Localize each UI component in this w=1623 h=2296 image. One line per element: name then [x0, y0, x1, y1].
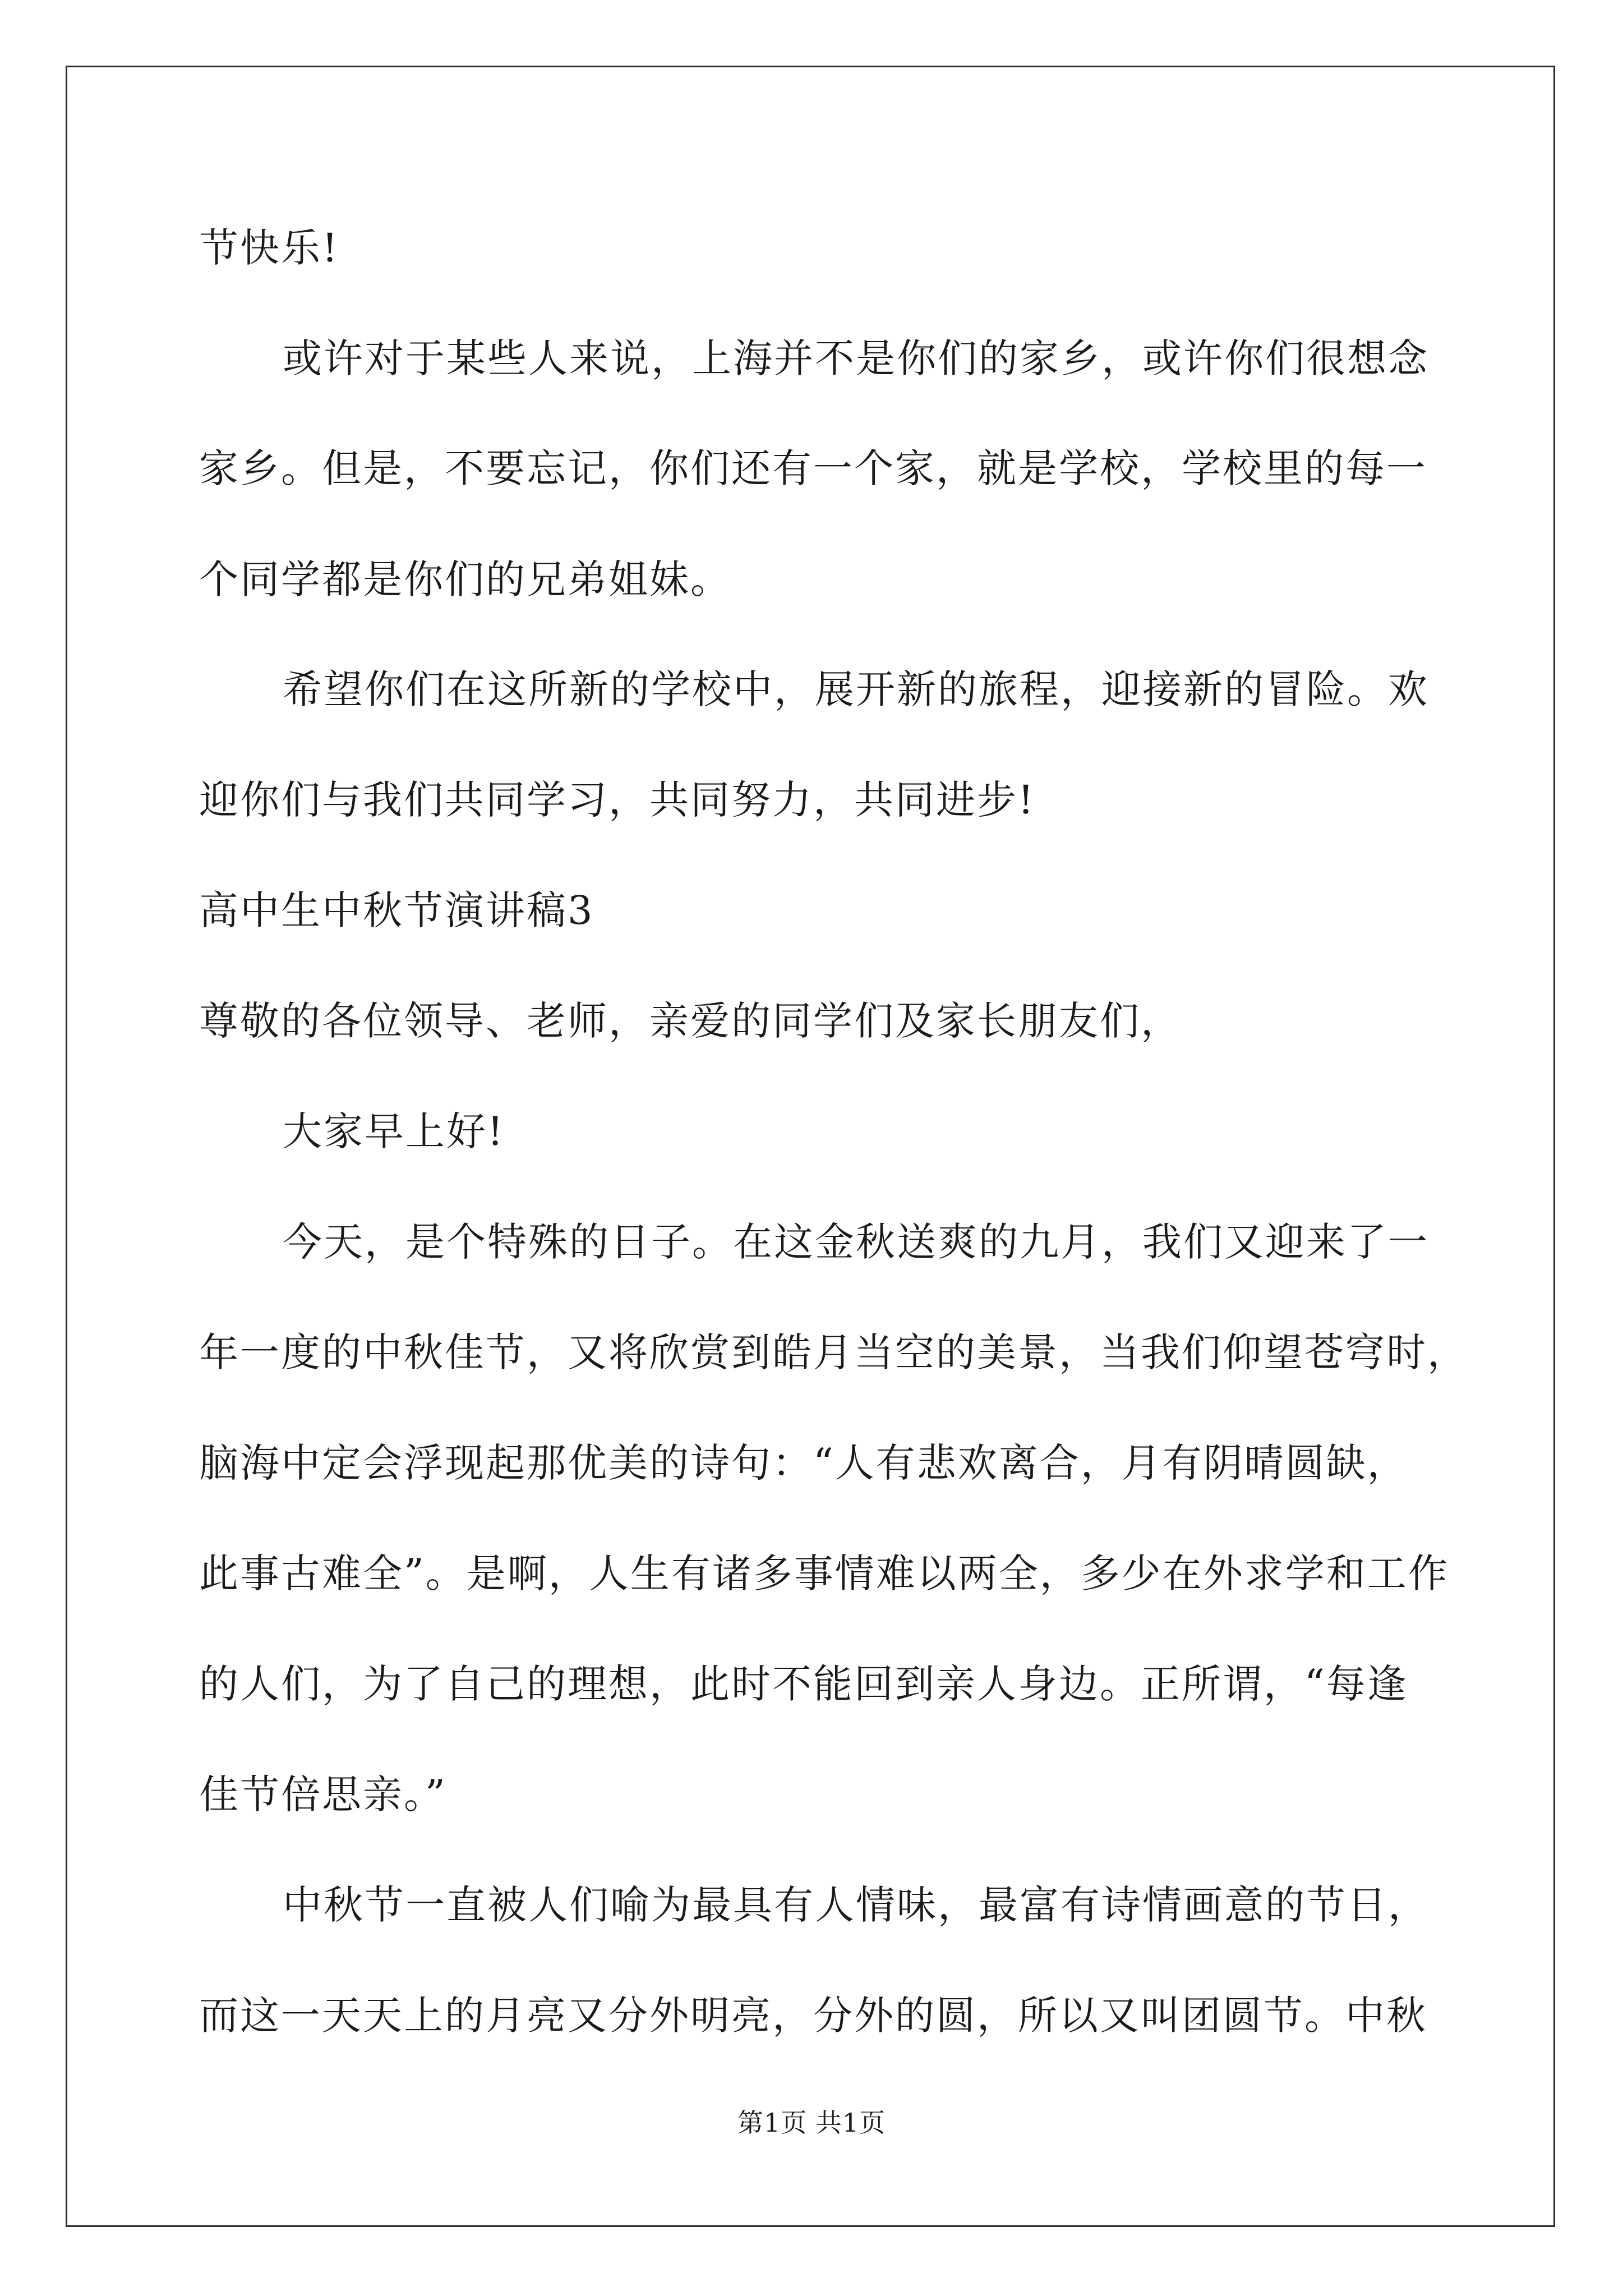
salutation: 尊敬的各位领导、老师，亲爱的同学们及家长朋友们，	[199, 998, 1182, 1044]
paragraph-start: 或许对于某些人来说，上海并不是你们的家乡，或许你们很想念	[283, 335, 1429, 381]
paragraph-start: 希望你们在这所新的学校中，展开新的旅程，迎接新的冒险。欢	[283, 666, 1429, 712]
text-line: 而这一天天上的月亮又分外明亮，分外的圆，所以又叫团圆节。中秋	[199, 1993, 1427, 2039]
section-heading: 高中生中秋节演讲稿3	[199, 887, 594, 933]
text-line: 个同学都是你们的兄弟姐妹。	[199, 556, 731, 602]
text-line: 迎你们与我们共同学习，共同努力，共同进步!	[199, 777, 1036, 823]
text-line: 家乡。但是，不要忘记，你们还有一个家，就是学校，学校里的每一	[199, 445, 1427, 491]
paragraph-start: 中秋节一直被人们喻为最具有人情味，最富有诗情画意的节日，	[283, 1882, 1429, 1928]
text-line: 佳节倍思亲。”	[199, 1772, 447, 1818]
text-line: 年一度的中秋佳节，又将欣赏到皓月当空的美景，当我们仰望苍穹时，	[199, 1329, 1468, 1375]
text-line: 此事古难全”。是啊，人生有诸多事情难以两全，多少在外求学和工作	[199, 1550, 1449, 1596]
page-number-footer: 第1页 共1页	[737, 2108, 886, 2138]
greeting: 大家早上好!	[283, 1108, 505, 1154]
text-line: 脑海中定会浮现起那优美的诗句：“人有悲欢离合，月有阴晴圆缺，	[199, 1440, 1408, 1486]
text-line: 节快乐!	[199, 225, 340, 271]
paragraph-start: 今天，是个特殊的日子。在这金秋送爽的九月，我们又迎来了一	[283, 1219, 1429, 1265]
text-line: 的人们，为了自己的理想，此时不能回到亲人身边。正所谓，“每逢	[199, 1661, 1408, 1707]
